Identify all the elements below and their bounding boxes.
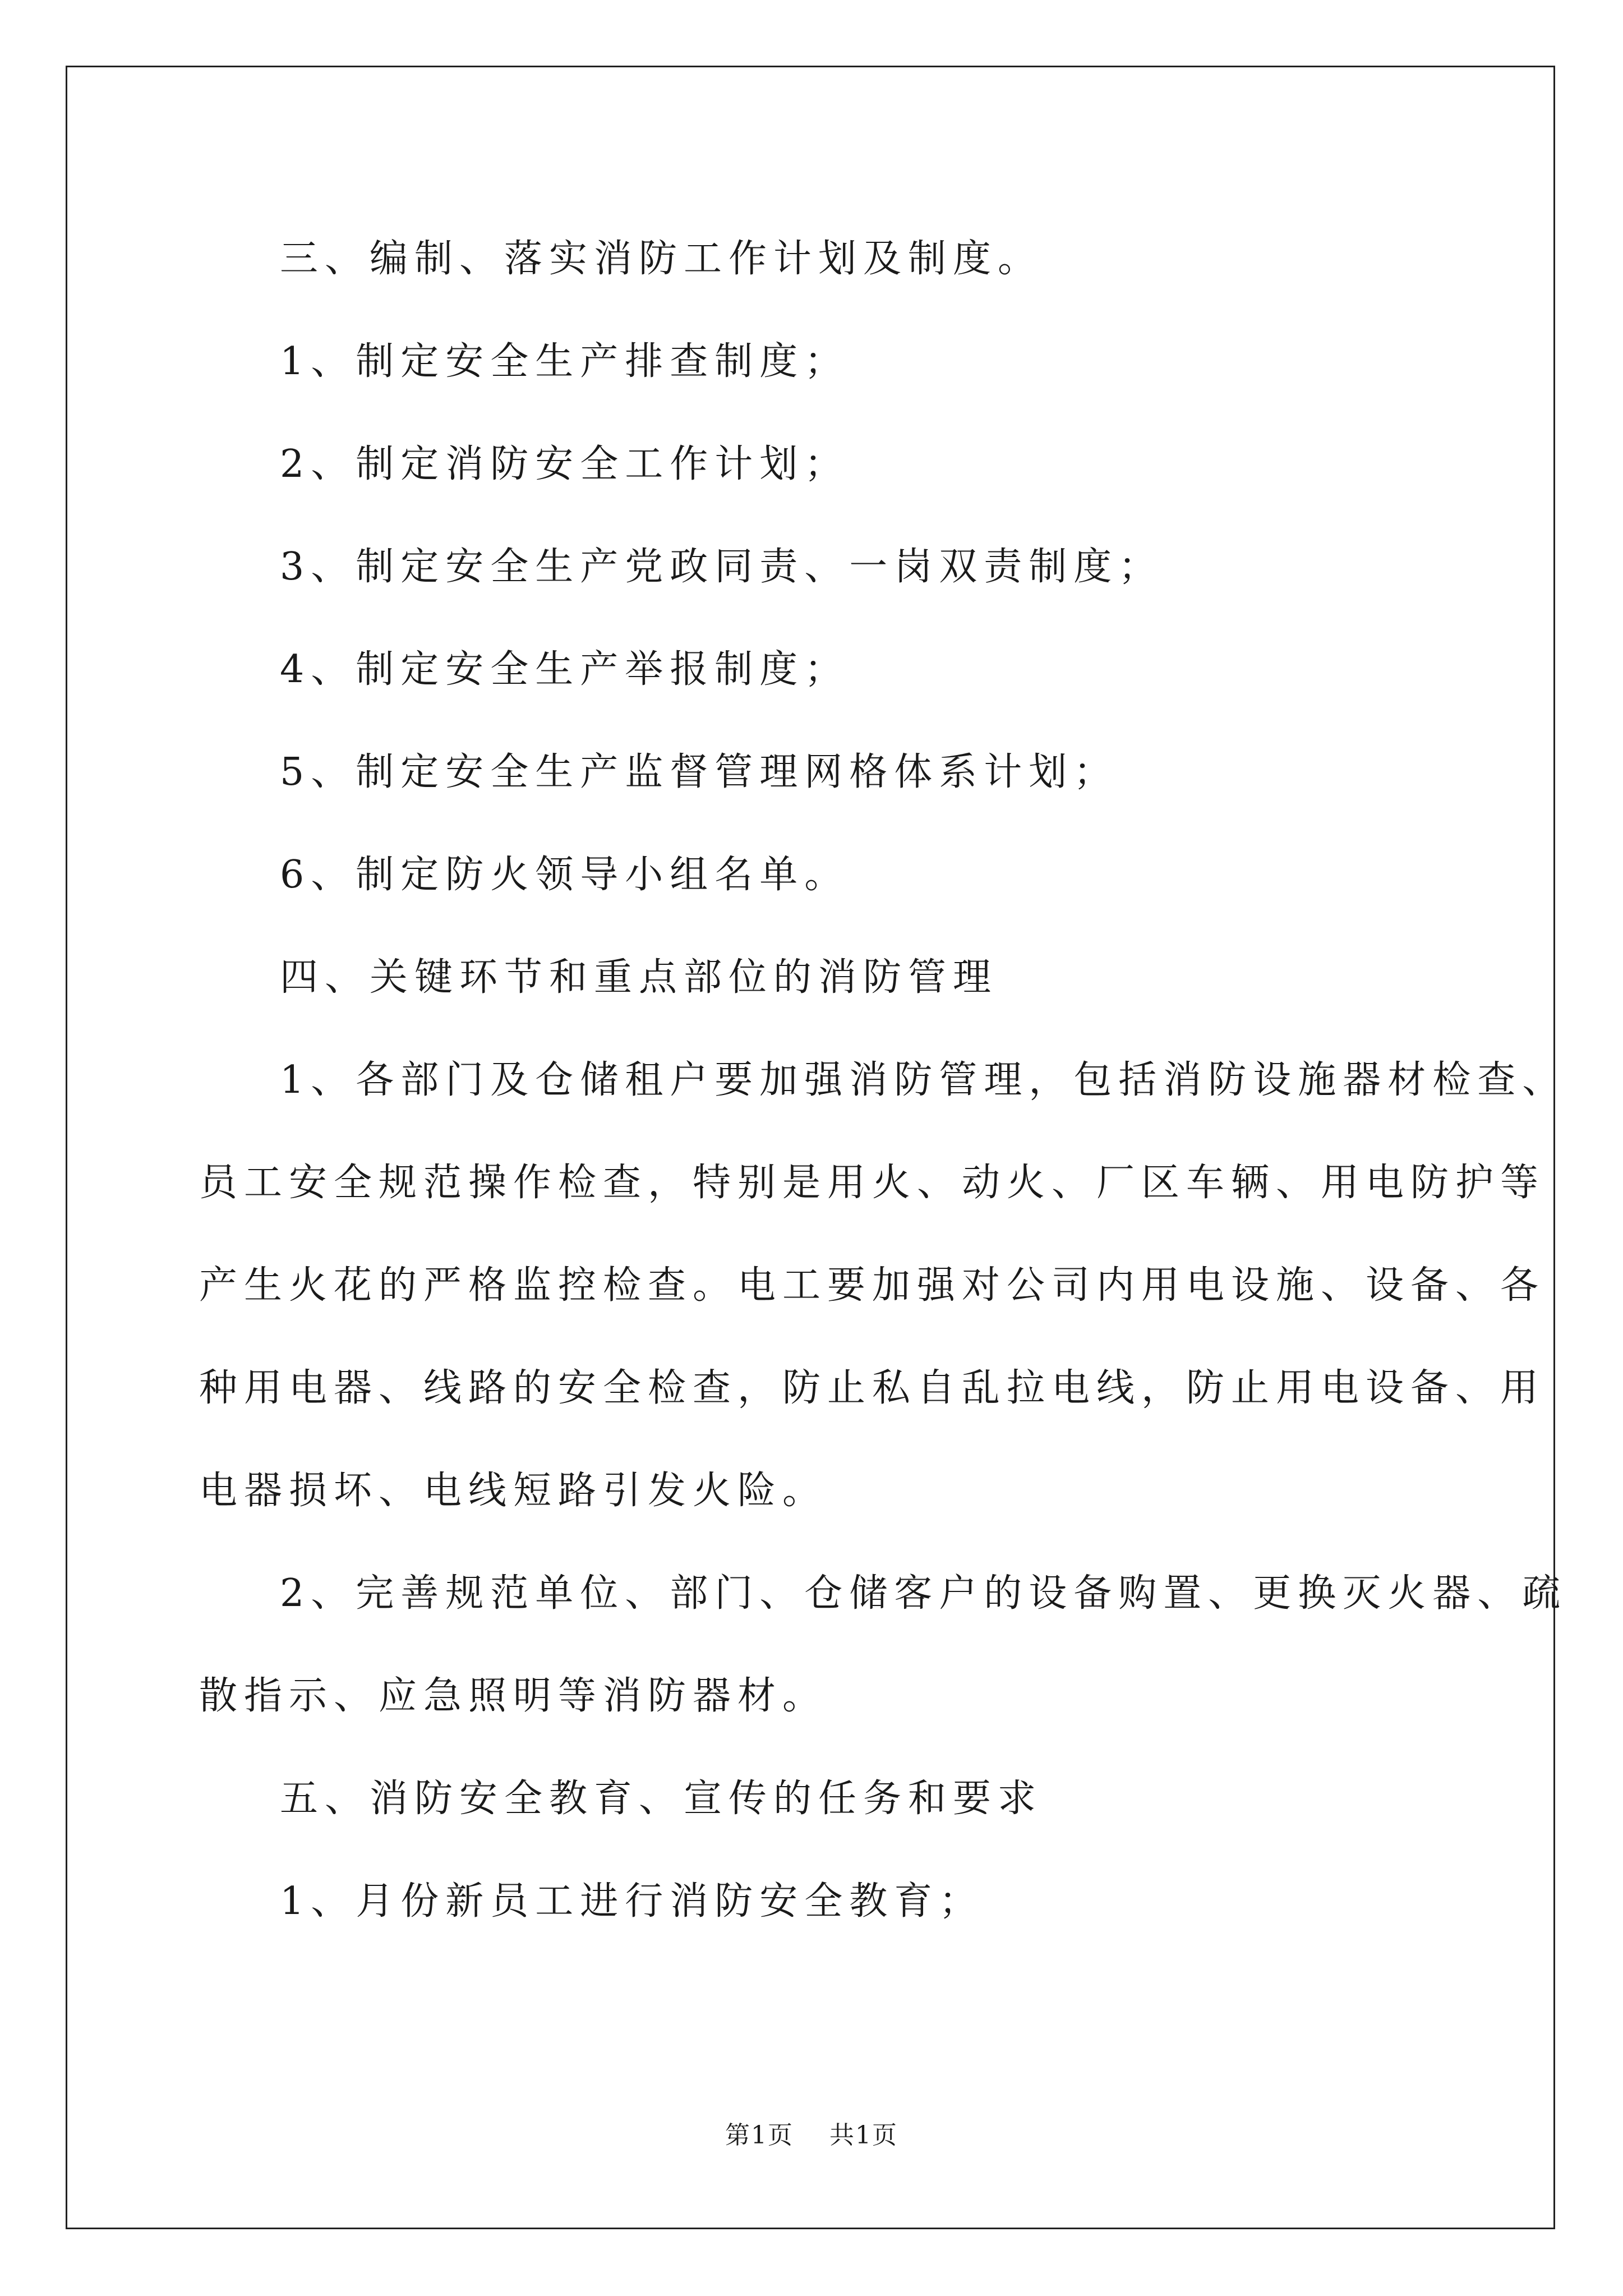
paragraph-continuation	[199, 1645, 1433, 1747]
paragraph	[199, 1542, 1567, 1645]
list-item	[199, 1850, 1433, 1953]
paragraph-continuation	[199, 1131, 1546, 1234]
list-item	[199, 618, 1433, 721]
list-item	[199, 823, 1433, 926]
text-line: 1、制定安全生产排查制度；	[280, 339, 850, 384]
list-item	[199, 310, 1433, 413]
page-number-footer: 第1页 共1页	[725, 2121, 898, 2150]
list-item	[199, 721, 1433, 823]
list-item	[199, 413, 1433, 516]
text-line: 四、关键环节和重点部位的消防管理	[280, 955, 998, 1000]
text-line: 产生火花的严格监控检查。电工要加强对公司内用电设施、设备、各	[199, 1263, 1546, 1308]
text-line: 1、各部门及仓储租户要加强消防管理，包括消防设施器材检查、	[280, 1058, 1567, 1102]
text-line: 五、消防安全教育、宣传的任务和要求	[280, 1777, 1043, 1821]
text-line: 电器损坏、电线短路引发火险。	[199, 1469, 828, 1513]
text-line: 6、制定防火领导小组名单。	[280, 853, 850, 897]
text-line: 3、制定安全生产党政同责、一岗双责制度；	[280, 545, 1164, 589]
text-line: 三、编制、落实消防工作计划及制度。	[280, 237, 1043, 281]
paragraph-continuation	[199, 1234, 1546, 1337]
paragraph-continuation	[199, 1439, 1433, 1542]
heading-3	[199, 208, 1433, 310]
paragraph	[199, 1029, 1567, 1131]
heading-4	[199, 926, 1433, 1029]
text-line: 散指示、应急照明等消防器材。	[199, 1674, 828, 1718]
document-body	[199, 208, 1567, 1953]
list-item	[199, 516, 1433, 618]
heading-5	[199, 1747, 1433, 1850]
text-line: 4、制定安全生产举报制度；	[280, 647, 850, 692]
text-line: 2、制定消防安全工作计划；	[280, 442, 850, 486]
text-line: 1、月份新员工进行消防安全教育；	[280, 1879, 984, 1924]
text-line: 员工安全规范操作检查，特别是用火、动火、厂区车辆、用电防护等	[199, 1161, 1546, 1205]
paragraph-continuation	[199, 1337, 1546, 1439]
text-line: 种用电器、线路的安全检查，防止私自乱拉电线，防止用电设备、用	[199, 1366, 1546, 1410]
text-line: 2、完善规范单位、部门、仓储客户的设备购置、更换灭火器、疏	[280, 1571, 1567, 1616]
text-line: 5、制定安全生产监督管理网格体系计划；	[280, 750, 1119, 794]
